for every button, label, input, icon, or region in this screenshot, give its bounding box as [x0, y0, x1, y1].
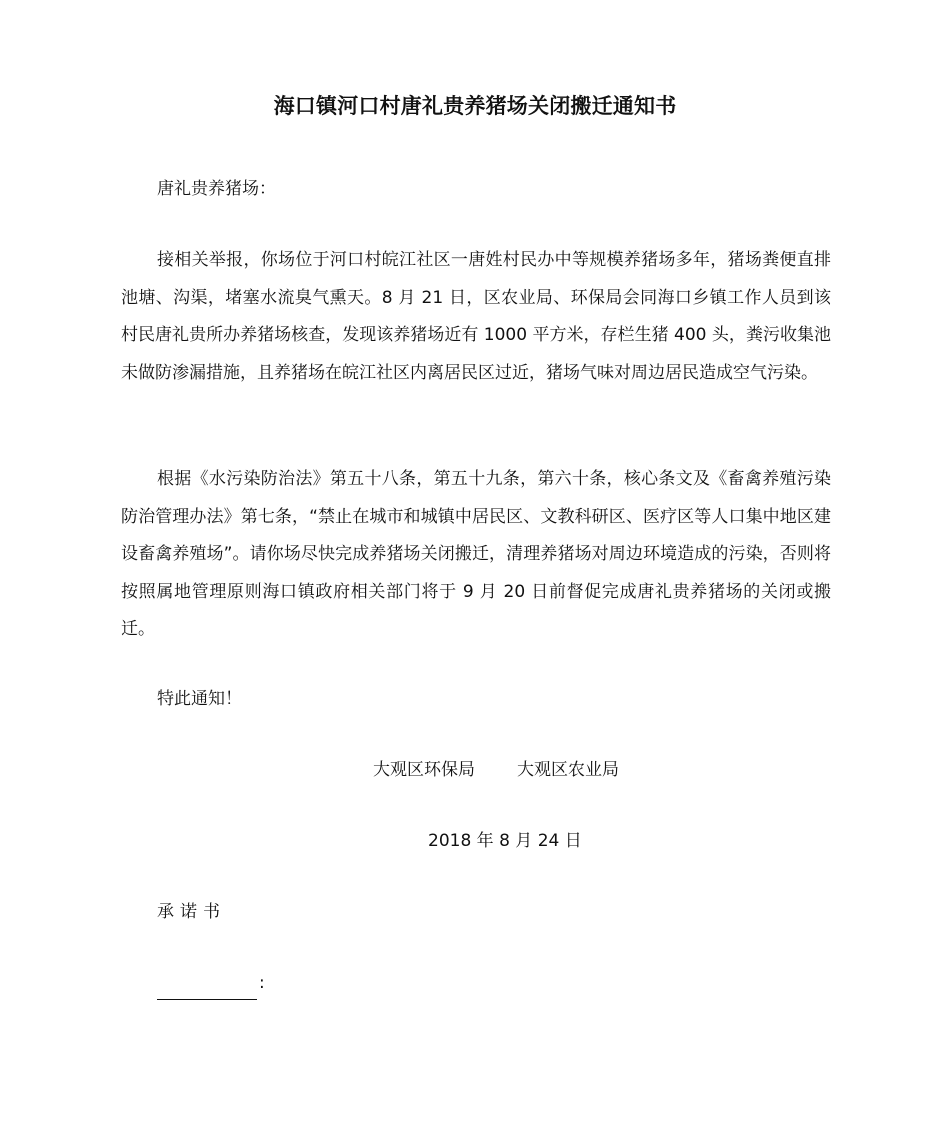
signatory-agriculture-bureau: 大观区农业局 — [517, 760, 619, 780]
addressee-colon: : — [259, 973, 265, 993]
addressee-blank-line — [157, 999, 257, 1000]
signatory-environmental-bureau: 大观区环保局 — [373, 760, 475, 780]
body-paragraph-2: 根据《水污染防治法》第五十八条，第五十九条，第六十条，核心条文及《畜禽养殖污染防治管理办法》第七条，“禁止在城市和城镇中居民区、文教科研区、医疗区等人口集中地区建设畜禽养殖场”。请你场尽快完成养猪场关闭搬迁，清理养猪场对周边环境造成的污染，否则将按照属地管理原则海口镇政府相关部门将于 9 月 20 日前督促完成唐礼贵养猪场的关闭或搬迁。 — [121, 469, 831, 639]
pledge-title: 承诺书 — [157, 902, 226, 922]
closing-line: 特此通知！ — [157, 689, 242, 709]
salutation: 唐礼贵养猪场： — [157, 179, 276, 199]
signatories — [373, 757, 619, 783]
issue-date: 2018 年 8 月 24 日 — [428, 831, 582, 851]
body-paragraph-1: 接相关举报，你场位于河口村皖江社区一唐姓村民办中等规模养猪场多年，猪场粪便直排池塘、沟渠，堵塞水流臭气熏天。8 月 21 日，区农业局、环保局会同海口乡镇工作人员到该村民唐礼贵所办养猪场核查，发现该养猪场近有 1000 平方米，存栏生猪 400 头，粪污收集池未做防渗漏措施，且养猪场在皖江社区内离居民区过近，猪场气味对周边居民造成空气污染。 — [121, 250, 831, 383]
document-title: 海口镇河口村唐礼贵养猪场关闭搬迁通知书 — [273, 94, 677, 118]
